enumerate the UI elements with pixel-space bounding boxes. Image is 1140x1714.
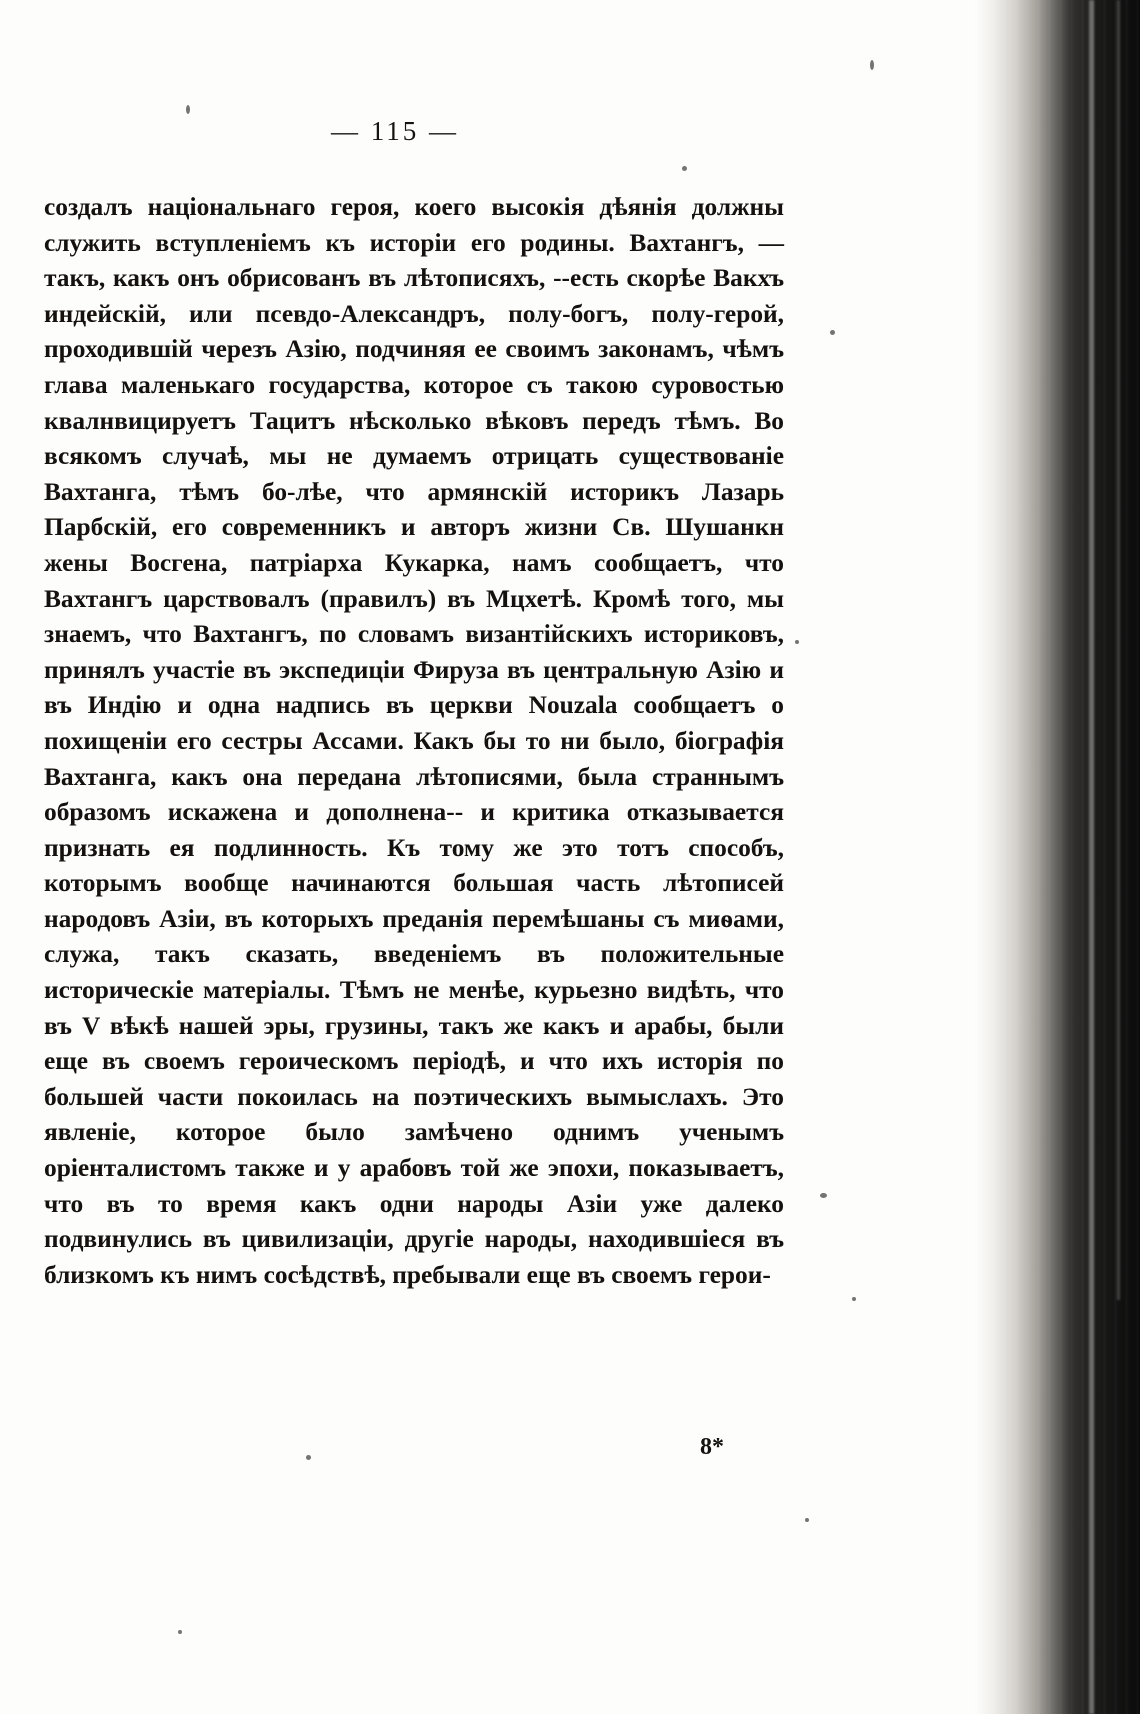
scan-speck	[795, 640, 799, 644]
binding-gutter-highlight-secondary	[1117, 0, 1120, 1300]
scan-speck	[805, 1518, 809, 1522]
binding-gutter-streaks	[975, 0, 1140, 1714]
scan-speck	[830, 330, 835, 335]
scan-speck	[870, 60, 874, 70]
page-number: — 115 —	[331, 116, 459, 146]
scan-speck	[178, 1630, 182, 1634]
body-paragraph: создалъ національнаго героя, коего высокія дѣянія должны служить вступленіемъ къ исторіи его родины. Вахтангъ, — такъ, какъ онъ обрисованъ въ лѣтописяхъ, --есть скорѣе Вакхъ индейскій, или псевдо-Александръ, полу-богъ, полу-герой, проходившій черезъ Азію, подчиняя ее своимъ законамъ, чѣмъ глава маленькаго государства, которое съ такою суровостью квалнвицируетъ Тацитъ нѣсколько вѣковъ передъ тѣмъ. Во всякомъ случаѣ, мы не думаемъ отрицать существованіе Вахтанга, тѣмъ бо-лѣе, что армянскій историкъ Лазарь Парбскій, его современникъ и авторъ жизни Св. Шушанкн жены Восгена, патріарха Кукарка, намъ сообщаетъ, что Вахтангъ царствовалъ (правилъ) въ Мцхетѣ. Кромѣ того, мы знаемъ, что Вахтангъ, по словамъ византійскихъ историковъ, принялъ участіе въ экспедиціи Фируза въ центральную Азію и въ Индію и одна надпись въ церкви Nouzala сообщаетъ о похищеніи его сестры Ассами. Какъ бы то ни было, біографія Вахтанга, какъ она передана лѣтописями, была страннымъ образомъ искажена и дополнена-- и критика отказывается признать ея подлинность. Къ тому же это тотъ способъ, которымъ вообще начинаются большая часть лѣтописей народовъ Азіи, въ которыхъ преданія перемѣшаны съ миѳами, служа, такъ сказать, введеніемъ въ положительные историческіе матеріалы. Тѣмъ не менѣе, курьезно видѣть, что въ V вѣкѣ нашей эры, грузины, такъ же какъ и арабы, были еще въ своемъ героическомъ періодѣ, и что ихъ исторія по большей части покоилась на поэтическихъ вымыслахъ. Это явленіе, которое было замѣчено однимъ ученымъ оріенталистомъ также и у арабовъ той же эпохи, показываетъ, что въ то время какъ одни народы Азіи уже далеко подвинулись въ цивилизаціи, другіе народы, находившіеся въ близкомъ къ нимъ сосѣдствѣ, пребывали еще въ своемъ герои-	[44, 193, 784, 1289]
page-body-text	[44, 190, 784, 1293]
scan-speck	[820, 1193, 827, 1198]
scan-speck	[682, 166, 687, 171]
scan-speck	[306, 1455, 311, 1460]
scan-speck	[186, 105, 190, 114]
signature-mark: 8*	[700, 1434, 724, 1460]
scan-speck	[852, 1297, 856, 1301]
binding-gutter-highlight	[1089, 0, 1094, 1714]
